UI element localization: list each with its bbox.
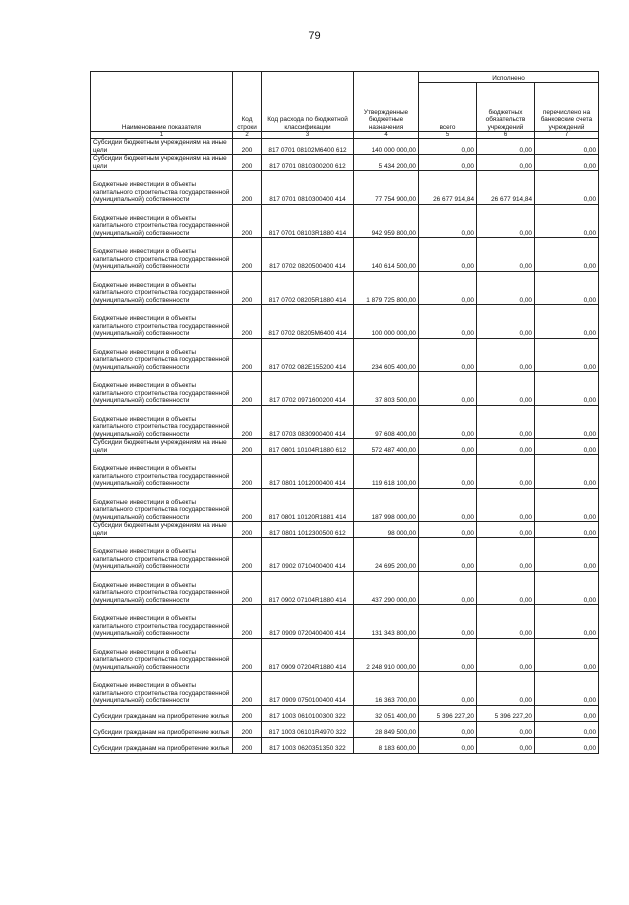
row-approved: 2 248 910 000,00: [354, 638, 419, 672]
row-total: 0,00: [419, 522, 477, 538]
row-budget-code: 817 0701 0810300200 612: [262, 155, 354, 171]
header-budget-code: Код расхода по бюджетной классификации: [262, 72, 354, 132]
row-budget-code: 817 0801 1012000400 414: [262, 455, 354, 489]
header-name: Наименование показателя: [91, 72, 233, 132]
column-numbers-row: [91, 132, 599, 139]
row-code: 200: [233, 737, 262, 753]
row-total: 0,00: [419, 605, 477, 639]
col-number: 7: [535, 132, 599, 139]
row-transferred: 0,00: [535, 721, 599, 737]
row-approved: 1 879 725 800,00: [354, 271, 419, 305]
row-approved: 234 605 400,00: [354, 338, 419, 372]
row-budget-code: 817 0801 10104R1880 612: [262, 439, 354, 455]
row-institutions: 0,00: [477, 338, 535, 372]
row-budget-code: 817 0703 0830900400 414: [262, 405, 354, 439]
col-number: 6: [477, 132, 535, 139]
row-name: Бюджетные инвестиции в объекты капитального строительства государственной (муниципальной) собственности: [91, 672, 233, 706]
row-institutions: 0,00: [477, 672, 535, 706]
row-name: Бюджетные инвестиции в объекты капитального строительства государственной (муниципальной) собственности: [91, 372, 233, 406]
header-row-top: [91, 72, 599, 83]
row-budget-code: 817 0902 0710400400 414: [262, 538, 354, 572]
table-row: [91, 737, 599, 753]
header-code: Код строки: [233, 72, 262, 132]
row-name: Бюджетные инвестиции в объекты капитального строительства государственной (муниципальной) собственности: [91, 238, 233, 272]
row-name: Бюджетные инвестиции в объекты капитального строительства государственной (муниципальной) собственности: [91, 455, 233, 489]
row-total: 0,00: [419, 455, 477, 489]
row-code: 200: [233, 455, 262, 489]
row-name: Бюджетные инвестиции в объекты капитального строительства государственной (муниципальной) собственности: [91, 171, 233, 205]
table-row: [91, 372, 599, 406]
table-row: [91, 672, 599, 706]
row-total: 0,00: [419, 488, 477, 522]
row-budget-code: 817 0702 0820500400 414: [262, 238, 354, 272]
row-institutions: 0,00: [477, 238, 535, 272]
row-name: Субсидии гражданам на приобретение жилья: [91, 705, 233, 721]
row-budget-code: 817 0801 10120R1881 414: [262, 488, 354, 522]
row-approved: 942 959 800,00: [354, 204, 419, 238]
row-transferred: 0,00: [535, 338, 599, 372]
row-transferred: 0,00: [535, 522, 599, 538]
page-number: 79: [308, 30, 321, 42]
row-institutions: 0,00: [477, 155, 535, 171]
row-name: Субсидии гражданам на приобретение жилья: [91, 721, 233, 737]
row-budget-code: 817 0701 0810300400 414: [262, 171, 354, 205]
table-row: [91, 538, 599, 572]
table-row: [91, 721, 599, 737]
row-code: 200: [233, 705, 262, 721]
table-row: [91, 405, 599, 439]
row-approved: 572 487 400,00: [354, 439, 419, 455]
row-budget-code: 817 0702 0971600200 414: [262, 372, 354, 406]
row-name: Бюджетные инвестиции в объекты капитального строительства государственной (муниципальной) собственности: [91, 271, 233, 305]
row-code: 200: [233, 338, 262, 372]
row-total: 0,00: [419, 305, 477, 339]
row-total: 0,00: [419, 737, 477, 753]
row-code: 200: [233, 638, 262, 672]
row-institutions: 0,00: [477, 605, 535, 639]
row-institutions: 0,00: [477, 737, 535, 753]
header-transferred: перечислено на банковские счета учреждений: [535, 83, 599, 132]
row-approved: 97 608 400,00: [354, 405, 419, 439]
row-budget-code: 817 0909 07204R1880 414: [262, 638, 354, 672]
row-code: 200: [233, 488, 262, 522]
table-row: [91, 171, 599, 205]
table-row: [91, 488, 599, 522]
row-approved: 131 343 800,00: [354, 605, 419, 639]
row-approved: 77 754 900,00: [354, 171, 419, 205]
row-code: 200: [233, 238, 262, 272]
row-total: 0,00: [419, 271, 477, 305]
row-total: 26 677 914,84: [419, 171, 477, 205]
row-code: 200: [233, 538, 262, 572]
table-row: [91, 705, 599, 721]
table-row: [91, 155, 599, 171]
row-code: 200: [233, 305, 262, 339]
row-institutions: 0,00: [477, 305, 535, 339]
row-name: Субсидии бюджетным учреждениям на иные цели: [91, 522, 233, 538]
row-total: 0,00: [419, 405, 477, 439]
row-code: 200: [233, 571, 262, 605]
row-approved: 437 290 000,00: [354, 571, 419, 605]
row-total: 0,00: [419, 538, 477, 572]
row-name: Субсидии гражданам на приобретение жилья: [91, 737, 233, 753]
row-code: 200: [233, 439, 262, 455]
row-budget-code: 817 0702 082E155200 414: [262, 338, 354, 372]
row-approved: 119 618 100,00: [354, 455, 419, 489]
col-number: 3: [262, 132, 354, 139]
row-approved: 140 000 000,00: [354, 139, 419, 155]
row-budget-code: 817 1003 06101R4970 322: [262, 721, 354, 737]
row-institutions: 0,00: [477, 455, 535, 489]
header-institutions: бюджетных обязательств учреждений: [477, 83, 535, 132]
row-total: 0,00: [419, 338, 477, 372]
row-total: 0,00: [419, 571, 477, 605]
row-total: 0,00: [419, 721, 477, 737]
row-budget-code: 817 1003 0610100300 322: [262, 705, 354, 721]
row-approved: 16 363 700,00: [354, 672, 419, 706]
row-approved: 140 614 500,00: [354, 238, 419, 272]
row-approved: 5 434 200,00: [354, 155, 419, 171]
row-name: Субсидии бюджетным учреждениям на иные цели: [91, 439, 233, 455]
row-institutions: 0,00: [477, 204, 535, 238]
row-budget-code: 817 0701 08102M6400 612: [262, 139, 354, 155]
row-code: 200: [233, 672, 262, 706]
table-row: [91, 605, 599, 639]
row-transferred: 0,00: [535, 305, 599, 339]
report-table: [90, 71, 599, 754]
row-budget-code: 817 0701 08103R1880 414: [262, 204, 354, 238]
header-total: всего: [419, 83, 477, 132]
table-row: [91, 204, 599, 238]
row-institutions: 0,00: [477, 721, 535, 737]
row-budget-code: 817 0909 0750100400 414: [262, 672, 354, 706]
row-institutions: 26 677 914,84: [477, 171, 535, 205]
row-total: 5 396 227,20: [419, 705, 477, 721]
row-institutions: 0,00: [477, 638, 535, 672]
row-transferred: 0,00: [535, 171, 599, 205]
row-name: Бюджетные инвестиции в объекты капитального строительства государственной (муниципальной) собственности: [91, 405, 233, 439]
row-total: 0,00: [419, 238, 477, 272]
row-institutions: 0,00: [477, 372, 535, 406]
row-approved: 28 849 500,00: [354, 721, 419, 737]
row-budget-code: 817 0909 0720400400 414: [262, 605, 354, 639]
row-transferred: 0,00: [535, 705, 599, 721]
row-transferred: 0,00: [535, 238, 599, 272]
row-code: 200: [233, 155, 262, 171]
row-approved: 37 803 500,00: [354, 372, 419, 406]
row-transferred: 0,00: [535, 672, 599, 706]
row-institutions: 0,00: [477, 522, 535, 538]
row-transferred: 0,00: [535, 155, 599, 171]
row-name: Субсидии бюджетным учреждениям на иные цели: [91, 139, 233, 155]
row-code: 200: [233, 405, 262, 439]
header-executed: Исполнено: [419, 72, 599, 83]
row-transferred: 0,00: [535, 455, 599, 489]
row-transferred: 0,00: [535, 605, 599, 639]
row-institutions: 0,00: [477, 405, 535, 439]
row-name: Бюджетные инвестиции в объекты капитального строительства государственной (муниципальной) собственности: [91, 488, 233, 522]
col-number: 4: [354, 132, 419, 139]
row-name: Бюджетные инвестиции в объекты капитального строительства государственной (муниципальной) собственности: [91, 638, 233, 672]
row-budget-code: 817 0902 07104R1880 414: [262, 571, 354, 605]
row-approved: 98 000,00: [354, 522, 419, 538]
row-name: Бюджетные инвестиции в объекты капитального строительства государственной (муниципальной) собственности: [91, 204, 233, 238]
row-transferred: 0,00: [535, 737, 599, 753]
row-transferred: 0,00: [535, 538, 599, 572]
row-total: 0,00: [419, 638, 477, 672]
table-row: [91, 305, 599, 339]
col-number: 2: [233, 132, 262, 139]
row-institutions: 0,00: [477, 139, 535, 155]
row-total: 0,00: [419, 139, 477, 155]
row-code: 200: [233, 605, 262, 639]
table-row: [91, 638, 599, 672]
row-budget-code: 817 1003 0620351350 322: [262, 737, 354, 753]
row-total: 0,00: [419, 372, 477, 406]
row-code: 200: [233, 139, 262, 155]
table-row: [91, 571, 599, 605]
row-budget-code: 817 0801 1012300500 612: [262, 522, 354, 538]
row-budget-code: 817 0702 08205M6400 414: [262, 305, 354, 339]
table-row: [91, 271, 599, 305]
col-number: 1: [91, 132, 233, 139]
row-code: 200: [233, 271, 262, 305]
row-name: Субсидии бюджетным учреждениям на иные цели: [91, 155, 233, 171]
table-row: [91, 522, 599, 538]
row-approved: 24 695 200,00: [354, 538, 419, 572]
row-total: 0,00: [419, 672, 477, 706]
row-budget-code: 817 0702 08205R1880 414: [262, 271, 354, 305]
row-code: 200: [233, 204, 262, 238]
row-institutions: 0,00: [477, 271, 535, 305]
row-code: 200: [233, 171, 262, 205]
row-transferred: 0,00: [535, 204, 599, 238]
row-approved: 187 998 000,00: [354, 488, 419, 522]
row-approved: 100 000 000,00: [354, 305, 419, 339]
row-name: Бюджетные инвестиции в объекты капитального строительства государственной (муниципальной) собственности: [91, 571, 233, 605]
row-approved: 8 183 600,00: [354, 737, 419, 753]
row-total: 0,00: [419, 155, 477, 171]
row-transferred: 0,00: [535, 638, 599, 672]
row-institutions: 0,00: [477, 538, 535, 572]
row-name: Бюджетные инвестиции в объекты капитального строительства государственной (муниципальной) собственности: [91, 338, 233, 372]
row-transferred: 0,00: [535, 139, 599, 155]
row-name: Бюджетные инвестиции в объекты капитального строительства государственной (муниципальной) собственности: [91, 605, 233, 639]
row-code: 200: [233, 522, 262, 538]
row-transferred: 0,00: [535, 488, 599, 522]
header-approved: Утвержденные бюджетные назначения: [354, 72, 419, 132]
col-number: 5: [419, 132, 477, 139]
row-institutions: 0,00: [477, 571, 535, 605]
row-transferred: 0,00: [535, 372, 599, 406]
table-row: [91, 455, 599, 489]
row-institutions: 0,00: [477, 439, 535, 455]
row-name: Бюджетные инвестиции в объекты капитального строительства государственной (муниципальной) собственности: [91, 305, 233, 339]
table-row: [91, 139, 599, 155]
row-transferred: 0,00: [535, 571, 599, 605]
row-transferred: 0,00: [535, 405, 599, 439]
row-transferred: 0,00: [535, 271, 599, 305]
row-total: 0,00: [419, 204, 477, 238]
row-name: Бюджетные инвестиции в объекты капитального строительства государственной (муниципальной) собственности: [91, 538, 233, 572]
table-row: [91, 238, 599, 272]
row-code: 200: [233, 372, 262, 406]
row-transferred: 0,00: [535, 439, 599, 455]
table-row: [91, 439, 599, 455]
row-total: 0,00: [419, 439, 477, 455]
row-approved: 32 051 400,00: [354, 705, 419, 721]
row-code: 200: [233, 721, 262, 737]
row-institutions: 5 396 227,20: [477, 705, 535, 721]
table-row: [91, 338, 599, 372]
row-institutions: 0,00: [477, 488, 535, 522]
